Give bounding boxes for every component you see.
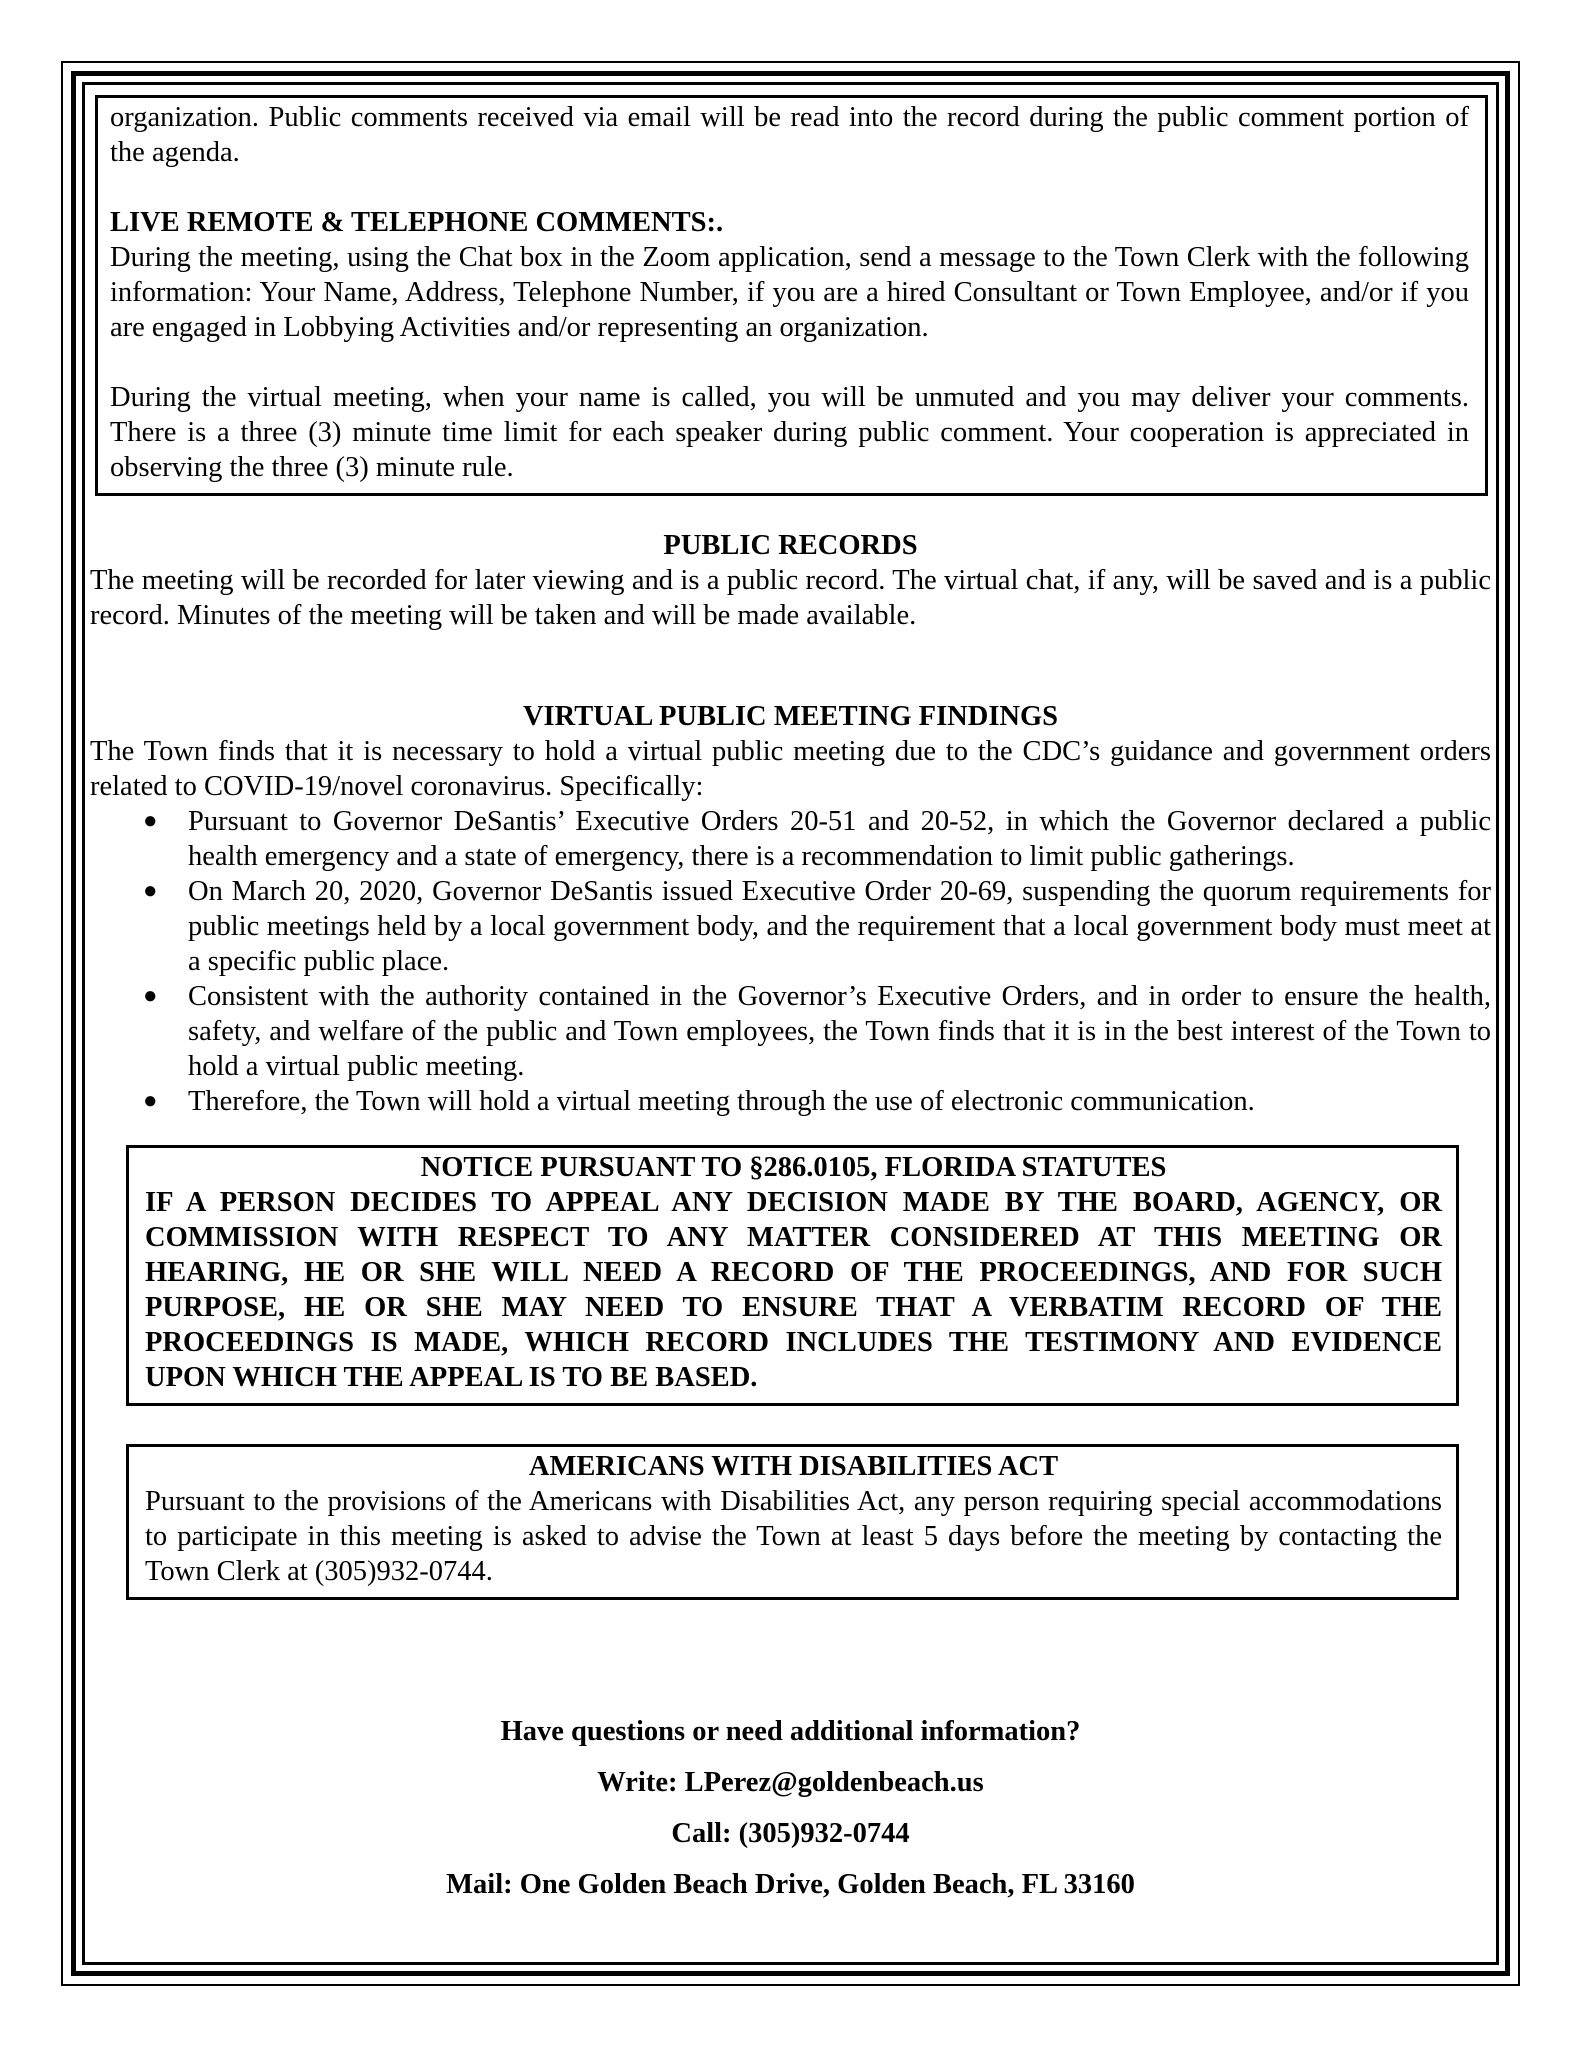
- contact-block: [90, 1706, 1491, 1910]
- spacer: [110, 170, 1469, 205]
- live-remote-comments-heading: LIVE REMOTE & TELEPHONE COMMENTS:.: [110, 207, 724, 238]
- public-records-paragraph: The meeting will be recorded for later viewing and is a public record. The virtual chat, if any, will be saved and is a public record. Minutes of the meeting will be taken and will be made available.: [90, 565, 1491, 631]
- bullet-icon: ●: [143, 808, 158, 834]
- bullet-text-order-20-69: On March 20, 2020, Governor DeSantis issued Executive Order 20-69, suspending the quorum requirements for public meetings held by a local government body, and the requirement that a local government body must meet at a specific public place.: [188, 876, 1491, 977]
- speaker-time-limit-paragraph: During the virtual meeting, when your name is called, you will be unmuted and you may deliver your comments. There is a three (3) minute time limit for each speaker during public comment. Your cooperation is appreciated in observing the three (3) minute rule.: [110, 382, 1469, 483]
- ada-heading: AMERICANS WITH DISABILITIES ACT: [528, 1451, 1059, 1482]
- virtual-findings-heading: VIRTUAL PUBLIC MEETING FINDINGS: [522, 701, 1059, 732]
- contact-write-line: Write: LPerez@goldenbeach.us: [597, 1767, 984, 1798]
- list-item: [90, 874, 1491, 979]
- public-comments-box: [95, 95, 1488, 496]
- page-border-inner: [82, 82, 1499, 1965]
- page-border-middle: [71, 71, 1510, 1976]
- bullet-icon: ●: [143, 878, 158, 904]
- bullet-text-electronic-meeting: Therefore, the Town will hold a virtual meeting through the use of electronic communication.: [188, 1086, 1255, 1117]
- bullet-text-executive-orders: Pursuant to Governor DeSantis’ Executive Orders 20-51 and 20-52, in which the Governor declared a public health emergency and a state of emergency, there is a recommendation to limit public gatherings.: [188, 806, 1491, 872]
- bullet-icon: ●: [143, 1088, 158, 1114]
- contact-questions-line: Have questions or need additional information?: [500, 1716, 1081, 1747]
- list-item: [90, 804, 1491, 874]
- list-item: [90, 979, 1491, 1084]
- florida-statutes-heading: NOTICE PURSUANT TO §286.0105, FLORIDA STATUTES: [420, 1152, 1167, 1183]
- findings-bullet-list: [90, 804, 1491, 1119]
- florida-statutes-notice-box: [126, 1145, 1459, 1406]
- appeal-record-paragraph: IF A PERSON DECIDES TO APPEAL ANY DECISION MADE BY THE BOARD, AGENCY, OR COMMISSION WITH RESPECT TO ANY MATTER CONSIDERED AT THIS MEETING OR HEARING, HE OR SHE WILL NEED A RECORD OF THE PROCEEDINGS, AND FOR SUCH PURPOSE, HE OR SHE MAY NEED TO ENSURE THAT A VERBATIM RECORD OF THE PROCEEDINGS IS MADE, WHICH RECORD INCLUDES THE TESTIMONY AND EVIDENCE UPON WHICH THE APPEAL IS TO BE BASED.: [145, 1187, 1442, 1393]
- bullet-text-best-interest: Consistent with the authority contained in the Governor’s Executive Orders, and in order to ensure the health, safety, and welfare of the public and Town employees, the Town finds that it is in the best interest of the Town to hold a virtual public meeting.: [188, 981, 1491, 1082]
- spacer: [110, 345, 1469, 380]
- ada-box: [126, 1444, 1459, 1600]
- contact-call-line: Call: (305)932-0744: [671, 1818, 910, 1849]
- contact-mail-line: Mail: One Golden Beach Drive, Golden Beach, FL 33160: [446, 1869, 1135, 1900]
- zoom-chat-instructions-paragraph: During the meeting, using the Chat box in the Zoom application, send a message to the Town Clerk with the following information: Your Name, Address, Telephone Number, if you are a hired Consultant or Town Employee, and/or if you are engaged in Lobbying Activities and/or representing an organization.: [110, 242, 1469, 343]
- virtual-findings-intro: The Town finds that it is necessary to hold a virtual public meeting due to the CDC’s guidance and government orders related to COVID-19/novel coronavirus. Specifically:: [90, 736, 1491, 802]
- ada-paragraph: Pursuant to the provisions of the Americans with Disabilities Act, any person requiring special accommodations to participate in this meeting is asked to advise the Town at least 5 days before the meeting by contacting the Town Clerk at (305)932-0744.: [145, 1486, 1442, 1587]
- page-border-outer: [61, 61, 1520, 1986]
- email-comments-paragraph: organization. Public comments received via email will be read into the record during the public comment portion of the agenda.: [110, 102, 1469, 168]
- public-records-heading: PUBLIC RECORDS: [663, 530, 918, 561]
- bullet-icon: ●: [143, 983, 158, 1009]
- list-item: [90, 1084, 1491, 1119]
